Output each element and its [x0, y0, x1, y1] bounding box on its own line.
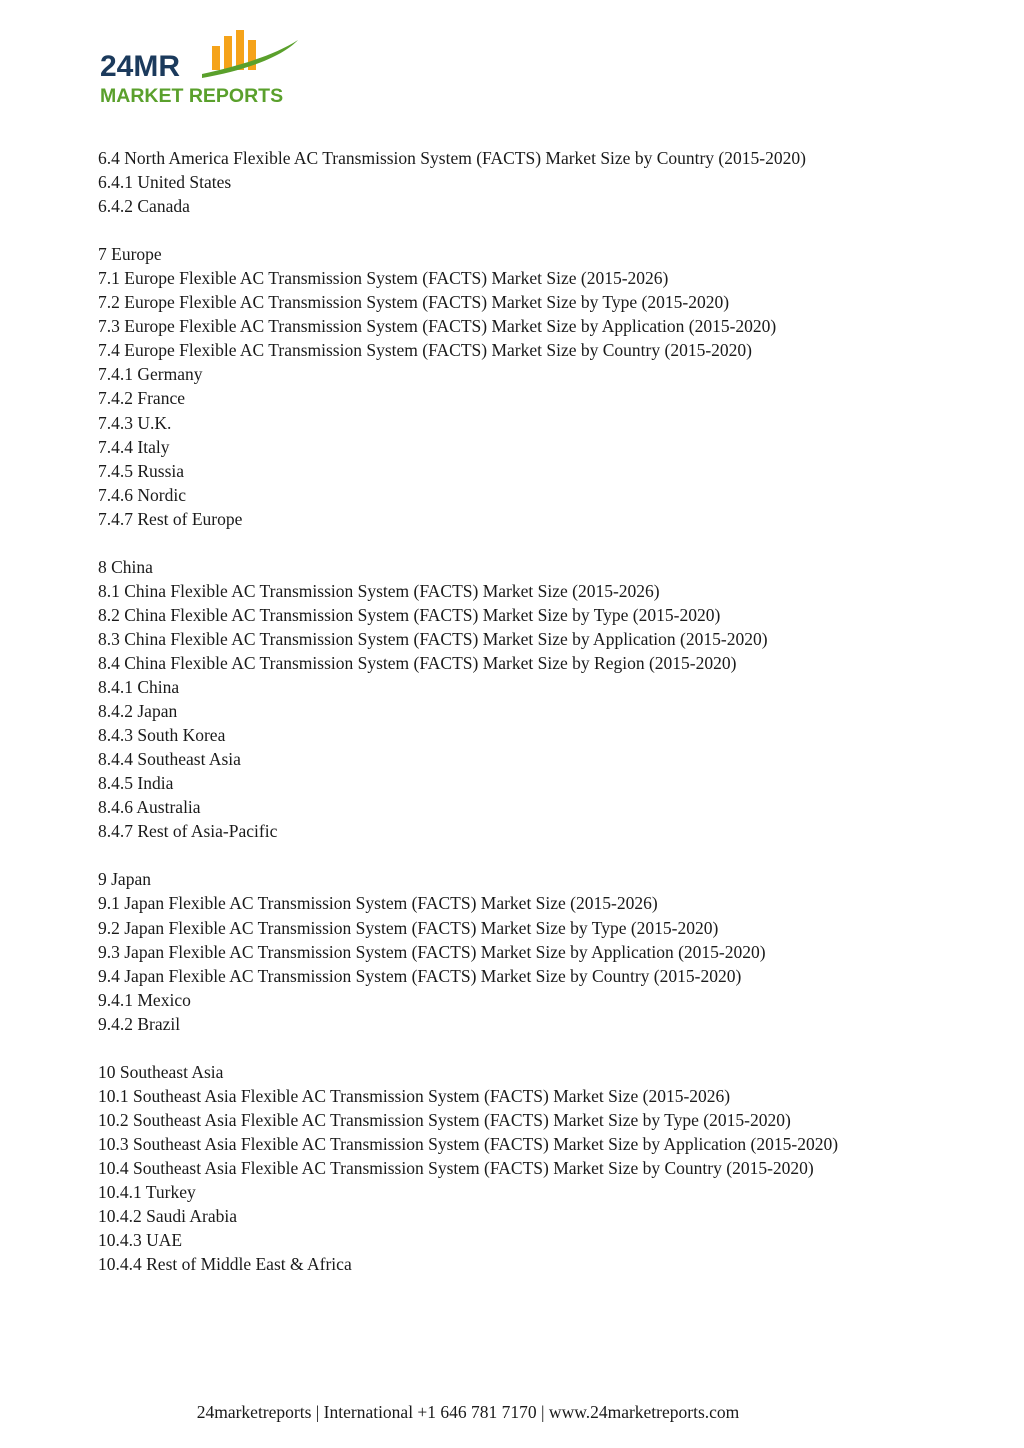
toc-entry: 7.4 Europe Flexible AC Transmission System (FACTS) Market Size by Country (2015-2020)	[98, 340, 752, 361]
section-spacer	[98, 218, 978, 242]
company-logo	[98, 26, 308, 110]
toc-entry: 8.4 China Flexible AC Transmission System (FACTS) Market Size by Region (2015-2020)	[98, 652, 737, 673]
toc-entry: 7.4.2 France	[98, 388, 185, 409]
toc-entry: 7.4.1 Germany	[98, 364, 203, 385]
logo-graphic	[98, 26, 308, 110]
toc-entry: 10.3 Southeast Asia Flexible AC Transmission System (FACTS) Market Size by Application (2015-2020)	[98, 1133, 839, 1154]
toc-entry: 7.4.3 U.K.	[98, 412, 172, 433]
toc-entry: 8.2 China Flexible AC Transmission System (FACTS) Market Size by Type (2015-2020)	[98, 604, 721, 625]
toc-entry: 10.4.3 UAE	[98, 1230, 183, 1251]
toc-entry: 8.4.6 Australia	[98, 797, 201, 818]
toc-entry: 7.4.7 Rest of Europe	[98, 508, 243, 529]
toc-entry: 9.1 Japan Flexible AC Transmission System (FACTS) Market Size (2015-2026)	[98, 893, 658, 914]
toc-entry: 10.1 Southeast Asia Flexible AC Transmission System (FACTS) Market Size (2015-2026)	[98, 1085, 731, 1106]
toc-entry: 8.4.3 South Korea	[98, 725, 226, 746]
toc-entry: 7.4.5 Russia	[98, 460, 185, 481]
toc-entry: 6.4 North America Flexible AC Transmission System (FACTS) Market Size by Country (2015-2020)	[98, 148, 806, 168]
toc-entry: 9.3 Japan Flexible AC Transmission System (FACTS) Market Size by Application (2015-2020)	[98, 941, 766, 962]
toc-entry: 9.4.1 Mexico	[98, 989, 191, 1010]
toc-entry: 8.4.5 India	[98, 773, 174, 794]
toc-entry: 7.3 Europe Flexible AC Transmission System (FACTS) Market Size by Application (2015-2020)	[98, 316, 777, 337]
toc-entry: 10.4.1 Turkey	[98, 1182, 196, 1203]
toc-entry: 8.1 China Flexible AC Transmission System (FACTS) Market Size (2015-2026)	[98, 580, 660, 601]
table-of-contents	[98, 146, 978, 1276]
section-spacer	[98, 531, 978, 555]
toc-entry: 8.3 China Flexible AC Transmission System (FACTS) Market Size by Application (2015-2020)	[98, 628, 768, 649]
toc-entry: 8.4.2 Japan	[98, 701, 178, 722]
toc-entry: 10.2 Southeast Asia Flexible AC Transmission System (FACTS) Market Size by Type (2015-2020)	[98, 1109, 791, 1130]
toc-chapter-heading: 7 Europe	[98, 244, 162, 265]
toc-entry: 6.4.1 United States	[98, 172, 232, 193]
toc-chapter-heading: 9 Japan	[98, 869, 151, 890]
toc-entry: 9.4.2 Brazil	[98, 1013, 181, 1034]
logo-bar	[212, 46, 220, 70]
toc-entry: 10.4.2 Saudi Arabia	[98, 1206, 238, 1227]
toc-entry: 9.4 Japan Flexible AC Transmission System (FACTS) Market Size by Country (2015-2020)	[98, 965, 742, 986]
logo-brand-top: 24MR	[100, 50, 181, 83]
toc-entry: 7.4.6 Nordic	[98, 484, 186, 505]
toc-entry: 7.1 Europe Flexible AC Transmission System (FACTS) Market Size (2015-2026)	[98, 268, 669, 289]
toc-entry: 6.4.2 Canada	[98, 196, 190, 217]
section-spacer	[98, 843, 978, 867]
logo-bar	[224, 36, 232, 70]
logo-brand-bottom: MARKET REPORTS	[100, 85, 284, 107]
toc-entry: 9.2 Japan Flexible AC Transmission System (FACTS) Market Size by Type (2015-2020)	[98, 917, 719, 938]
toc-entry: 8.4.7 Rest of Asia-Pacific	[98, 821, 278, 842]
toc-entry: 7.4.4 Italy	[98, 436, 170, 457]
toc-chapter-heading: 8 China	[98, 556, 153, 577]
toc-entry: 10.4 Southeast Asia Flexible AC Transmission System (FACTS) Market Size by Country (2015-2020)	[98, 1157, 814, 1178]
toc-chapter-heading: 10 Southeast Asia	[98, 1061, 224, 1082]
toc-entry: 10.4.4 Rest of Middle East & Africa	[98, 1254, 352, 1275]
section-spacer	[98, 1036, 978, 1060]
toc-entry: 7.2 Europe Flexible AC Transmission System (FACTS) Market Size by Type (2015-2020)	[98, 292, 730, 313]
toc-entry: 8.4.1 China	[98, 677, 180, 698]
page-footer: 24marketreports | International +1 646 781 7170 | www.24marketreports.com	[196, 1402, 740, 1422]
toc-entry: 8.4.4 Southeast Asia	[98, 749, 241, 770]
